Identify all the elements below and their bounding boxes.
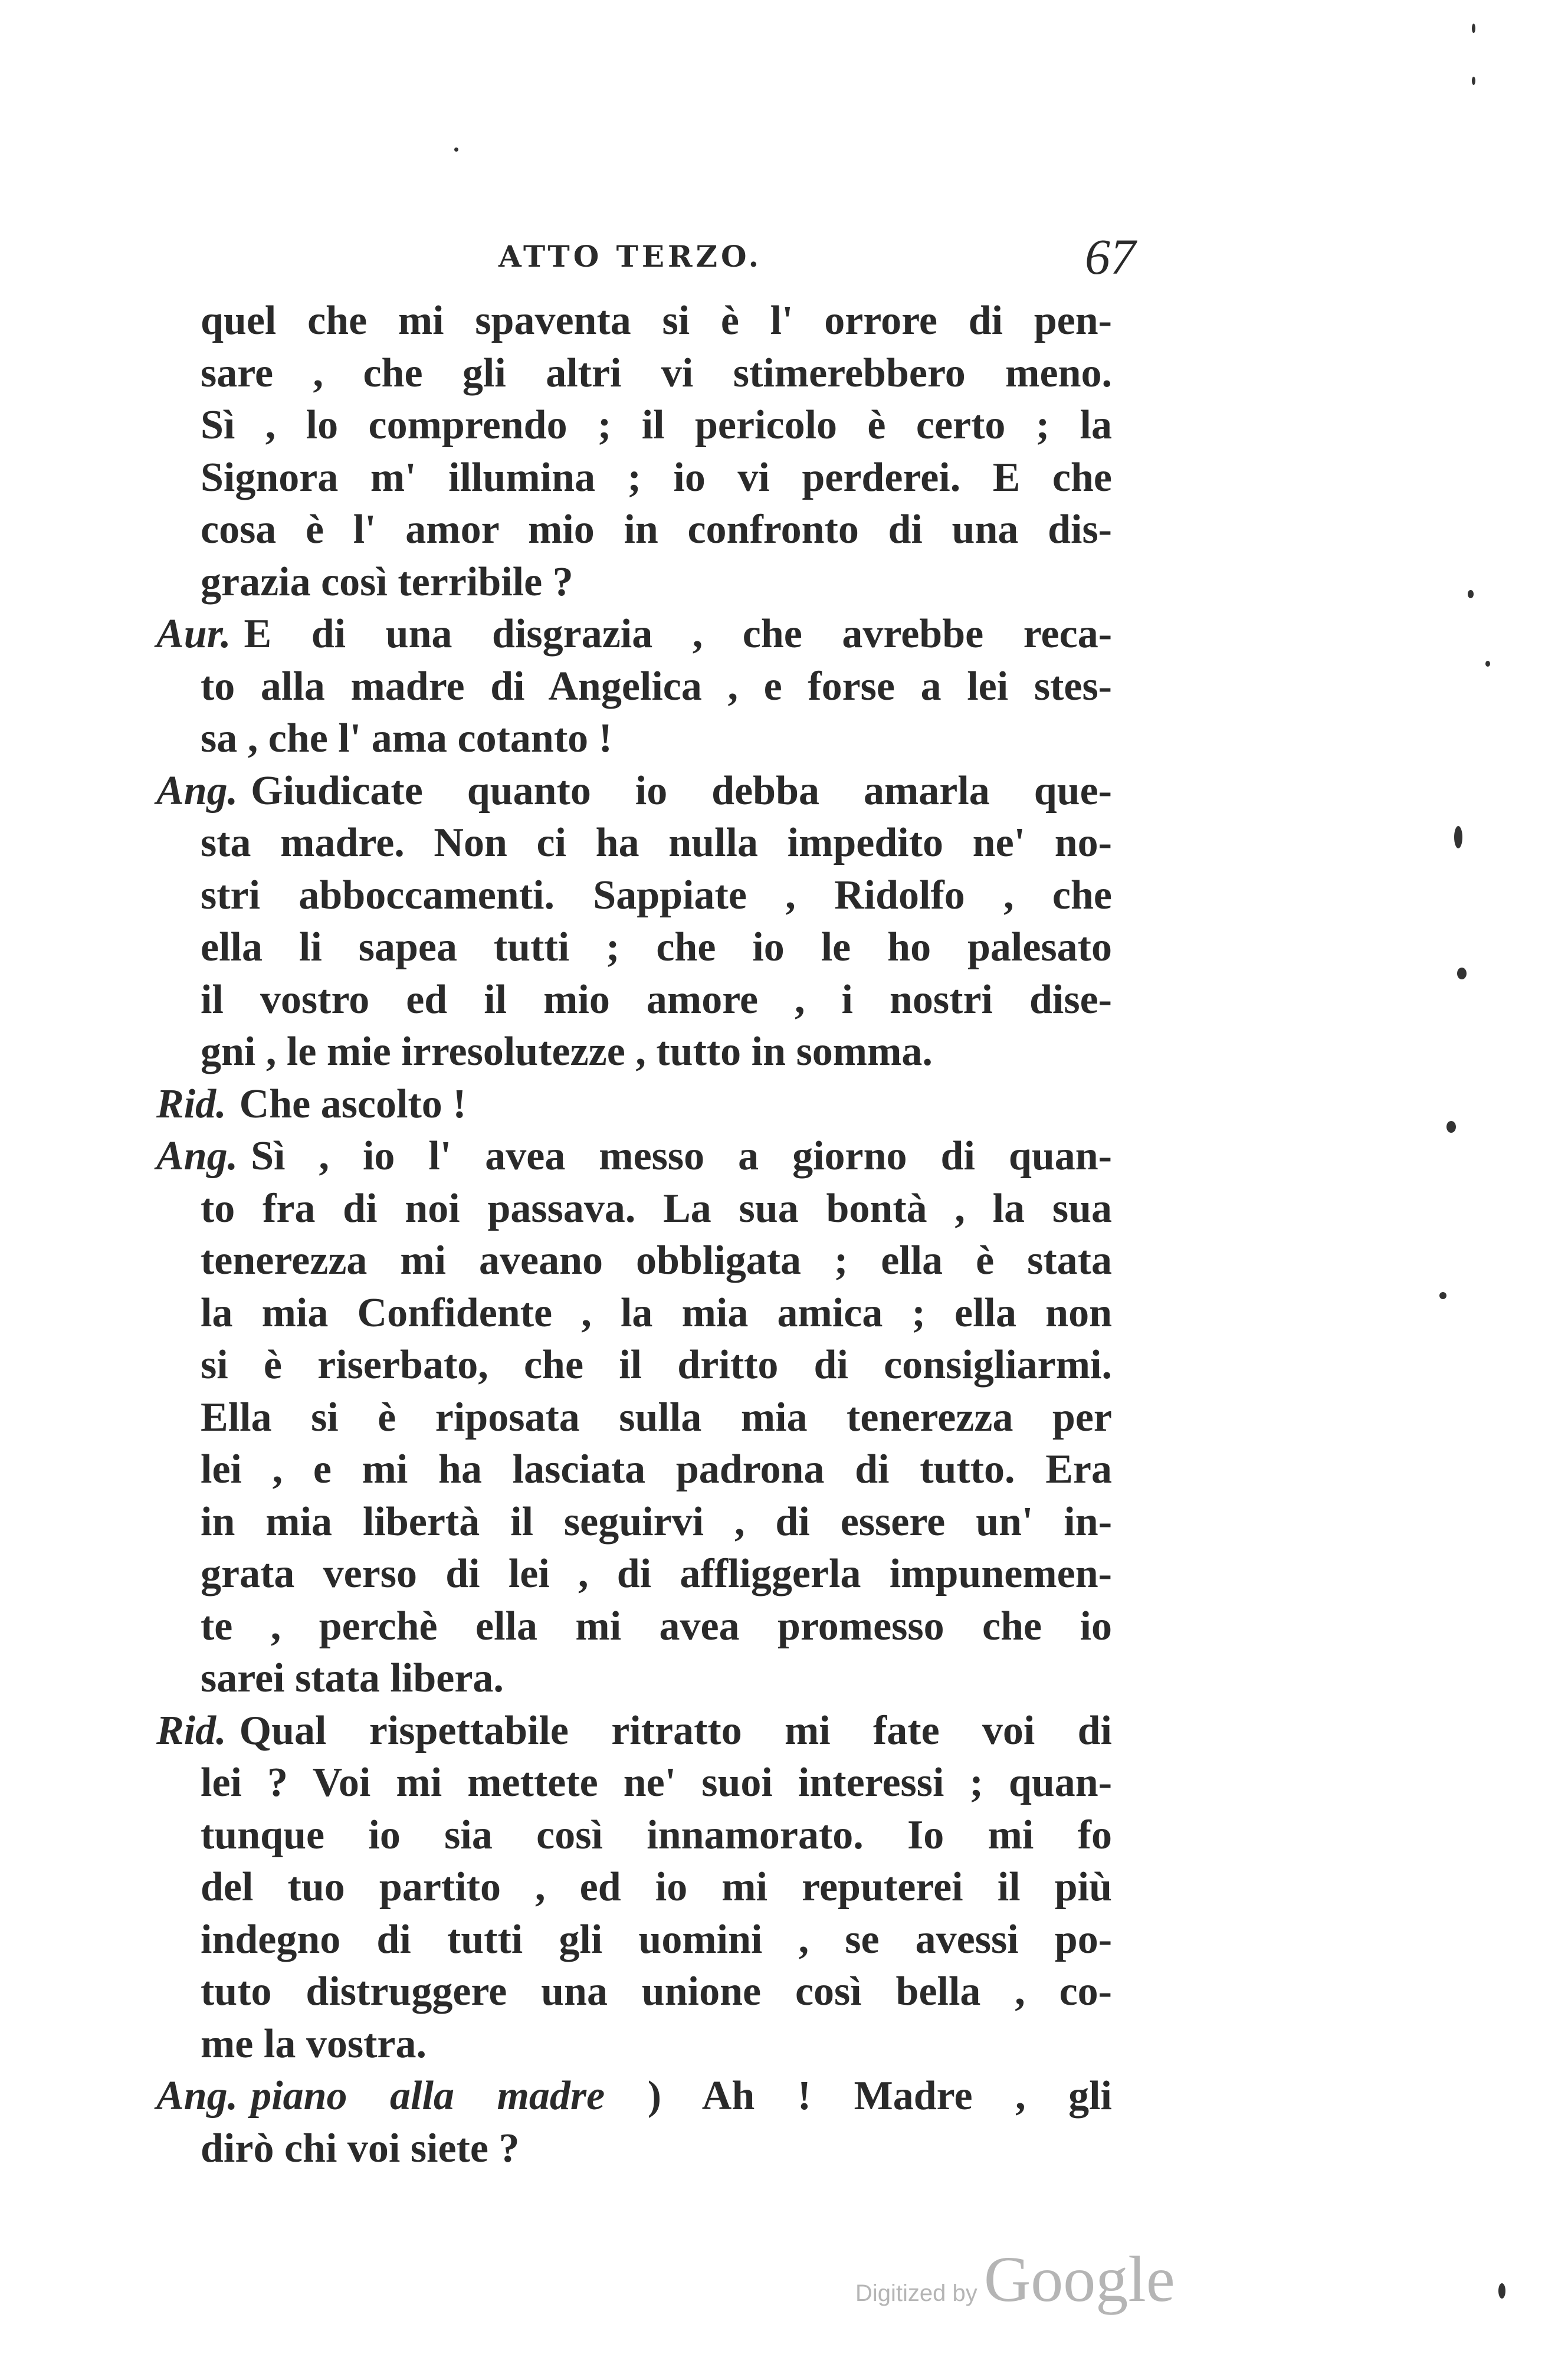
line-text: si è riserbato, che il dritto di consigliarmi. <box>201 1342 1112 1388</box>
line-text: to alla madre di Angelica , e forse a lei stes- <box>201 663 1112 709</box>
line-text: to fra di noi passava. La sua bontà , la sua <box>201 1185 1112 1231</box>
page-number: 67 <box>1085 228 1136 285</box>
text-line <box>156 1861 1112 1914</box>
line-text: Giudicate quanto io debba amarla que- <box>251 768 1112 814</box>
speaker-name: Ang. <box>156 768 238 814</box>
line-text: lei ? Voi mi mettete ne' suoi interessi ; quan- <box>201 1760 1112 1805</box>
line-text: gni , le mie irresolutezze , tutto in somma. <box>201 1029 933 1074</box>
speaker-name: Ang. <box>156 2073 238 2119</box>
text-line <box>156 295 1112 347</box>
line-text: lei , e mi ha lasciata padrona di tutto. Era <box>201 1447 1112 1492</box>
line-text: Ella si è riposata sulla mia tenerezza per <box>201 1394 1112 1440</box>
page-body-text <box>156 295 1112 2175</box>
scan-speck <box>1472 24 1475 33</box>
line-text: grazia così terribile ? <box>201 559 573 605</box>
text-line <box>156 1235 1112 1287</box>
scan-speck <box>1457 968 1467 979</box>
text-line <box>156 1809 1112 1862</box>
text-line <box>156 1601 1112 1653</box>
text-line <box>156 713 1112 765</box>
speaker-name: Rid. <box>156 1707 227 1753</box>
line-text: in mia libertà il seguirvi , di essere un' in- <box>201 1499 1112 1545</box>
line-text: cosa è l' amor mio in confronto di una dis- <box>201 507 1112 552</box>
line-text: grata verso di lei , di affliggerla impunemen- <box>201 1551 1112 1596</box>
speaker-name: Aur. <box>156 611 231 657</box>
text-line <box>156 2123 1112 2175</box>
line-text: dirò chi voi siete ? <box>201 2125 520 2171</box>
scan-speck <box>1498 2283 1505 2299</box>
watermark-prefix: Digitized by <box>855 2280 977 2306</box>
digitized-by-watermark <box>855 2242 1175 2313</box>
line-text: tuto distruggere una unione così bella , co- <box>201 1969 1112 2014</box>
speaker-name: Ang. <box>156 1133 238 1179</box>
text-line <box>156 1496 1112 1549</box>
line-text: Qual rispettabile ritratto mi fate voi di <box>239 1707 1112 1753</box>
text-line <box>156 1078 1112 1131</box>
text-line <box>156 347 1112 400</box>
line-text: il vostro ed il mio amore , i nostri dise- <box>201 976 1112 1022</box>
page-header <box>498 228 1136 286</box>
line-text: sta madre. Non ci ha nulla impedito ne' no- <box>201 820 1112 866</box>
line-text: E di una disgrazia , che avrebbe reca- <box>244 611 1112 657</box>
line-text: te , perchè ella mi avea promesso che io <box>201 1603 1112 1649</box>
google-logo: Google <box>983 2243 1175 2315</box>
text-line <box>156 2018 1112 2071</box>
running-title: ATTO TERZO. <box>498 239 763 274</box>
text-line <box>156 1392 1112 1444</box>
scan-speck <box>454 147 458 152</box>
text-line <box>156 504 1112 556</box>
text-line <box>156 452 1112 504</box>
line-text: tunque io sia così innamorato. Io mi fo <box>201 1812 1112 1858</box>
scan-speck <box>1468 590 1474 598</box>
line-text: stri abboccamenti. Sappiate , Ridolfo , che <box>201 872 1112 918</box>
text-line <box>156 974 1112 1027</box>
line-text: la mia Confidente , la mia amica ; ella non <box>201 1290 1112 1336</box>
line-text: indegno di tutti gli uomini , se avessi po- <box>201 1916 1112 1962</box>
text-line <box>156 765 1112 818</box>
line-text: ) Ah ! Madre , gli <box>647 2073 1113 2119</box>
text-line <box>156 399 1112 452</box>
line-text: quel che mi spaventa si è l' orrore di pen- <box>201 298 1112 343</box>
scan-speck <box>1472 77 1475 85</box>
speaker-name: Rid. <box>156 1081 227 1127</box>
line-text: Sì , lo comprendo ; il pericolo è certo ; la <box>201 402 1112 448</box>
line-text: Sì , io l' avea messo a giorno di quan- <box>251 1133 1112 1179</box>
text-line <box>156 556 1112 609</box>
scan-speck <box>1454 826 1462 848</box>
scan-speck <box>1439 1292 1446 1299</box>
text-line <box>156 2070 1112 2123</box>
text-line <box>156 661 1112 713</box>
text-line <box>156 870 1112 922</box>
line-text: sa , che l' ama cotanto ! <box>201 716 612 761</box>
line-text: Che ascolto ! <box>239 1081 467 1127</box>
scan-speck <box>1485 661 1490 667</box>
text-line <box>156 1653 1112 1705</box>
line-text: ella li sapea tutti ; che io le ho palesato <box>201 924 1112 970</box>
text-line <box>156 1339 1112 1392</box>
text-line <box>156 1548 1112 1601</box>
text-line <box>156 1966 1112 2018</box>
scan-speck <box>1446 1121 1456 1133</box>
line-text: me la vostra. <box>201 2021 427 2067</box>
line-text: tenerezza mi aveano obbligata ; ella è stata <box>201 1238 1112 1283</box>
text-line <box>156 1705 1112 1758</box>
text-line <box>156 1914 1112 1966</box>
text-line <box>156 1444 1112 1496</box>
text-line <box>156 1287 1112 1340</box>
line-text: sare , che gli altri vi stimerebbero meno. <box>201 350 1112 396</box>
text-line <box>156 1026 1112 1078</box>
text-line <box>156 608 1112 661</box>
line-text: del tuo partito , ed io mi reputerei il più <box>201 1864 1112 1910</box>
text-line <box>156 1757 1112 1809</box>
stage-direction: piano alla madre <box>251 2073 605 2119</box>
text-line <box>156 1183 1112 1235</box>
text-line <box>156 817 1112 870</box>
text-line <box>156 922 1112 974</box>
line-text: Signora m' illumina ; io vi perderei. E che <box>201 454 1112 500</box>
line-text: sarei stata libera. <box>201 1655 504 1701</box>
text-line <box>156 1130 1112 1183</box>
